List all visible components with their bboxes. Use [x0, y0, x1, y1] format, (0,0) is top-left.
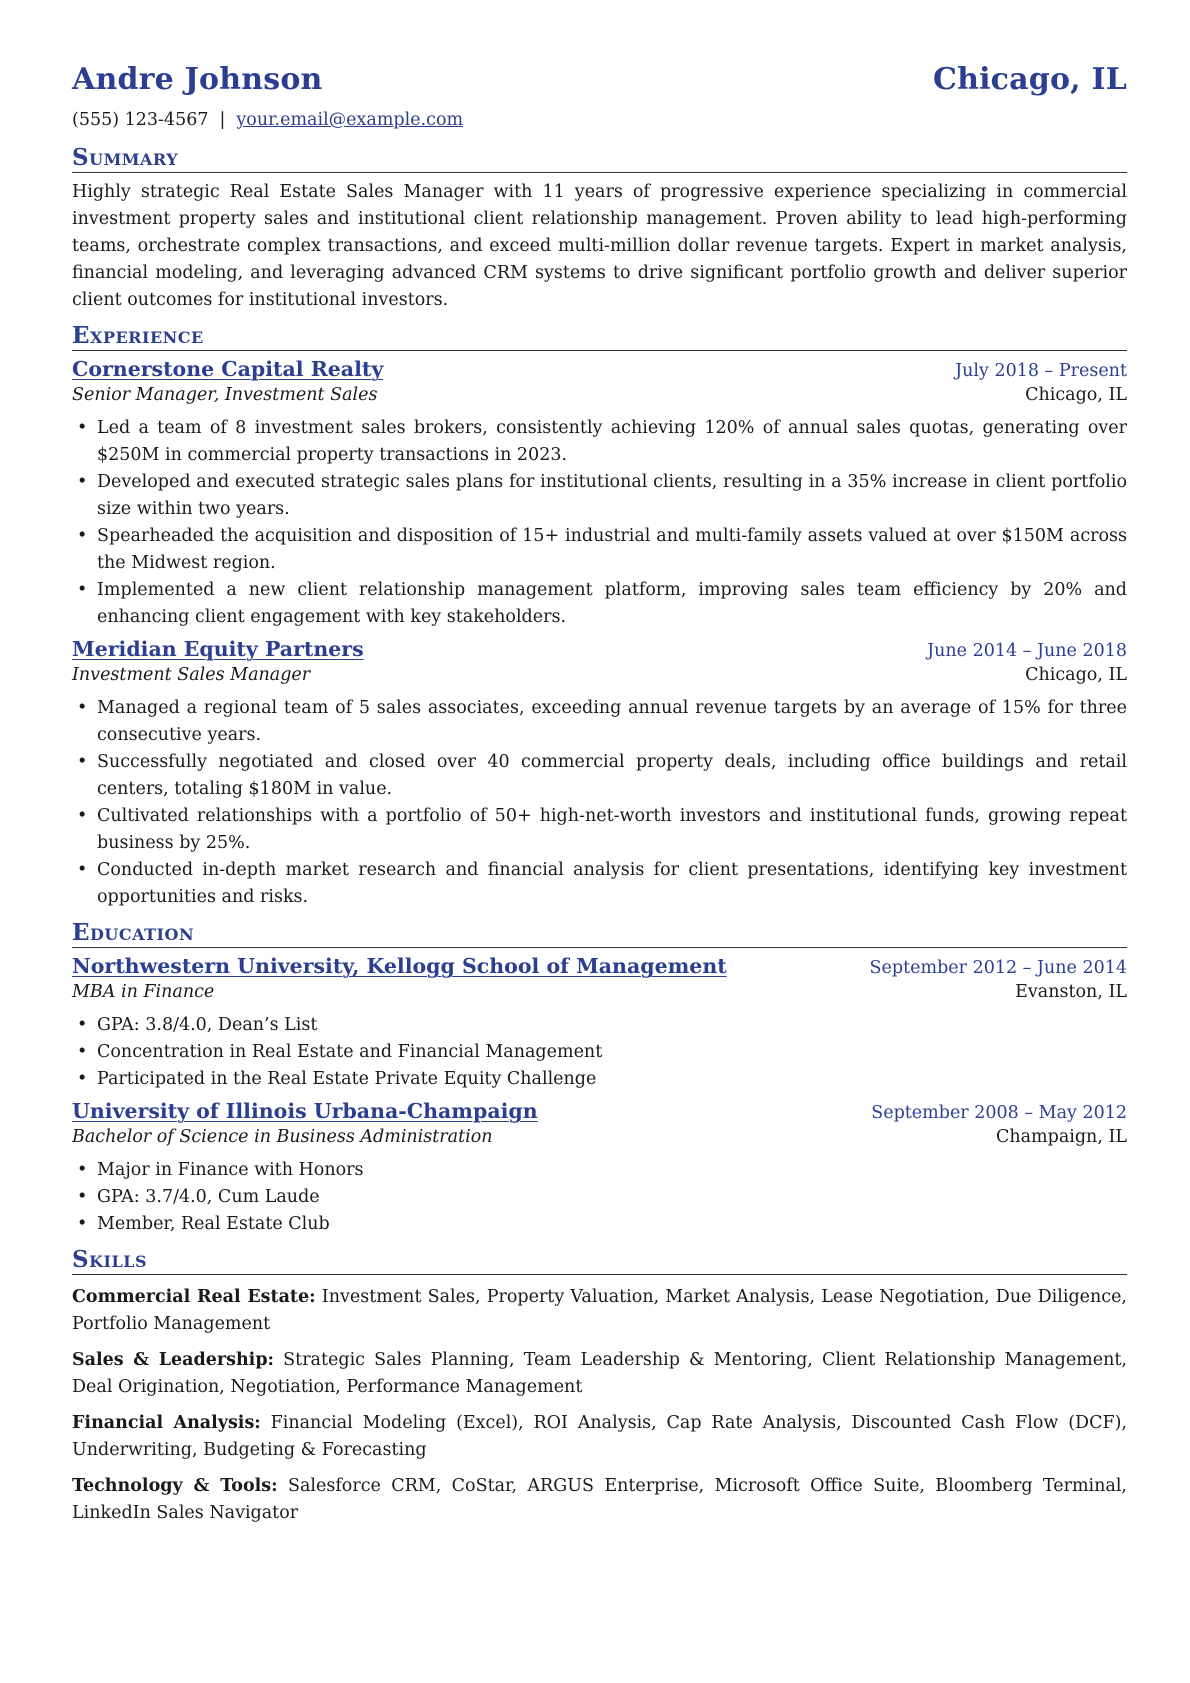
candidate-name: Andre Johnson [72, 62, 323, 97]
skill-group-items: Salesforce CRM, CoStar, ARGUS Enterprise, Microsoft Office Suite, Bloomberg Terminal, LinkedIn Sales Navigator [72, 1476, 1127, 1523]
email-link[interactable]: your.email@example.com [236, 110, 464, 130]
phone-number: (555) 123-4567 [72, 110, 209, 130]
resume-header [72, 62, 1127, 104]
candidate-location: Chicago, IL [933, 62, 1127, 97]
achievement-list [72, 415, 1127, 631]
list-item: • Conducted in-depth market research and financial analysis for client presentations, identifying key investment opportunities and risks. [72, 857, 1127, 911]
summary-text: Highly strategic Real Estate Sales Manager with 11 years of progressive experience specializing in commercial investment property sales and institutional client relationship management. Proven ability to lead high-performing teams, orchestrate complex transactions, and exceed multi-million dollar revenue targets. Expert in market analysis, financial modeling, and leveraging advanced CRM systems to drive significant portfolio growth and deliver superior client outcomes for institutional investors. [72, 182, 1127, 310]
degree: Bachelor of Science in Business Administration [72, 1127, 493, 1147]
employer-link[interactable]: Meridian Equity Partners [72, 637, 364, 661]
resume-page [72, 62, 1127, 1527]
list-item: • Participated in the Real Estate Private Equity Challenge [72, 1066, 1127, 1093]
section-title-skills: Skills [72, 1246, 1127, 1275]
list-item: • Developed and executed strategic sales plans for institutional clients, resulting in a 35% increase in client portfolio size within two years. [72, 469, 1127, 523]
degree: MBA in Finance [72, 982, 215, 1002]
skill-group [72, 1473, 1127, 1527]
list-item: • Member, Real Estate Club [72, 1211, 1127, 1238]
employment-dates: June 2014 – June 2018 [927, 641, 1127, 661]
education-detail-list [72, 1012, 1127, 1093]
job-title: Investment Sales Manager [72, 665, 311, 685]
skill-group-items: Strategic Sales Planning, Team Leadership & Mentoring, Client Relationship Management, Deal Origination, Negotiation, Performance Management [72, 1350, 1127, 1397]
school-location: Champaign, IL [995, 1127, 1127, 1147]
list-item: • Implemented a new client relationship management platform, improving sales team efficiency by 20% and enhancing client engagement with key stakeholders. [72, 577, 1127, 631]
job-title: Senior Manager, Investment Sales [72, 385, 378, 405]
education-dates: September 2012 – June 2014 [869, 958, 1127, 978]
section-title-education: Education [72, 919, 1127, 948]
section-title-experience: Experience [72, 322, 1127, 351]
list-item: • Concentration in Real Estate and Financial Management [72, 1039, 1127, 1066]
skill-group-label: Financial Analysis: [72, 1413, 261, 1433]
school-location: Evanston, IL [1015, 982, 1127, 1002]
section-title-summary: Summary [72, 144, 1127, 173]
achievement-list [72, 695, 1127, 911]
job-location: Chicago, IL [1025, 385, 1127, 405]
skill-group [72, 1410, 1127, 1464]
education-dates: September 2008 – May 2012 [871, 1103, 1127, 1123]
education-detail-list [72, 1157, 1127, 1238]
skill-group-items: Financial Modeling (Excel), ROI Analysis, Cap Rate Analysis, Discounted Cash Flow (DCF), Underwriting, Budgeting & Forecasting [72, 1413, 1127, 1460]
list-item: • Successfully negotiated and closed over 40 commercial property deals, including office buildings and retail centers, totaling $180M in value. [72, 749, 1127, 803]
list-item: • Major in Finance with Honors [72, 1157, 1127, 1184]
skill-group-label: Commercial Real Estate: [72, 1287, 316, 1307]
skill-group [72, 1347, 1127, 1401]
skill-group [72, 1284, 1127, 1338]
list-item: • Led a team of 8 investment sales brokers, consistently achieving 120% of annual sales quotas, generating over $250M in commercial property transactions in 2023. [72, 415, 1127, 469]
employment-dates: July 2018 – Present [955, 361, 1127, 381]
skill-group-label: Technology & Tools: [72, 1476, 278, 1496]
education-entry [72, 1099, 1127, 1238]
contact-line [72, 110, 1127, 136]
school-link[interactable]: University of Illinois Urbana-Champaign [72, 1099, 538, 1123]
experience-entry [72, 637, 1127, 911]
list-item: • Spearheaded the acquisition and disposition of 15+ industrial and multi-family assets valued at over $150M across the Midwest region. [72, 523, 1127, 577]
job-location: Chicago, IL [1025, 665, 1127, 685]
experience-entry [72, 357, 1127, 631]
list-item: • GPA: 3.8/4.0, Dean’s List [72, 1012, 1127, 1039]
skill-group-label: Sales & Leadership: [72, 1350, 275, 1370]
skill-group-items: Investment Sales, Property Valuation, Market Analysis, Lease Negotiation, Due Diligence, Portfolio Management [72, 1287, 1127, 1334]
education-entry [72, 954, 1127, 1093]
contact-separator: | [219, 110, 226, 130]
list-item: • Managed a regional team of 5 sales associates, exceeding annual revenue targets by an average of 15% for three consecutive years. [72, 695, 1127, 749]
list-item: • GPA: 3.7/4.0, Cum Laude [72, 1184, 1127, 1211]
employer-link[interactable]: Cornerstone Capital Realty [72, 357, 384, 381]
school-link[interactable]: Northwestern University, Kellogg School of Management [72, 954, 727, 978]
list-item: • Cultivated relationships with a portfolio of 50+ high-net-worth investors and institutional funds, growing repeat business by 25%. [72, 803, 1127, 857]
